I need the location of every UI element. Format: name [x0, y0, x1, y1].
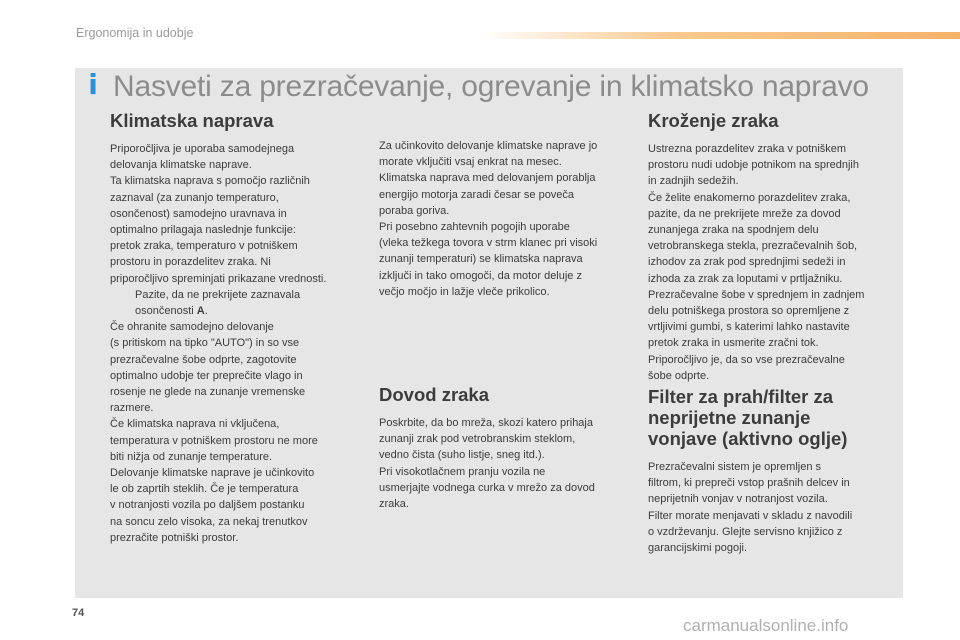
page-number: 74: [72, 607, 85, 619]
section-klimatska-naprava: [110, 110, 370, 546]
klimatska-title: Klimatska naprava: [110, 110, 274, 131]
bullet-end: .: [204, 305, 208, 318]
sensor-label: A: [196, 305, 205, 318]
krozenje-title: Kroženje zraka: [648, 110, 779, 131]
krozenje-text: Ustrezna porazdelitev zraka v potniškem prostoru nudi udobje potnikom na sprednjih in zadnjih sedežih. Če želite enakomerno porazdelitev zraka, pazite, da ne prekrijete mreže za dovod zunanjega zraka na spodnjem delu vetrobranskega stekla, prezračevalnih šob, izhodov za zrak pod sprednjimi sedeži in izhoda za zrak za loputami v prtljažniku. Prezračevalne šobe v sprednjem in zadnjem delu potniškega prostora so opremljene z vrtljivimi gumbi, s katerimi lahko nastavite pretok zraka in usmerite zračni tok. Priporočljivo je, da so vse prezračevalne šobe odprte.: [648, 143, 865, 382]
klimatska-paragraph-1: Priporočljiva je uporaba samodejnega delovanja klimatske naprave. Ta klimatska naprava s pomočjo različnih zaznaval (za zunanjo temperaturo, osončenost) samodejno uravnava in optimalno prilagaja naslednje funkcije: pretok zraka, temperaturo v potniškem prostoru in porazdelitev zraka. Ni priporočljivo spreminjati prikazane vrednosti.: [110, 143, 327, 285]
section-header: Ergonomija in udobje: [76, 26, 194, 40]
info-icon: i: [88, 68, 98, 101]
filter-title: Filter za prah/filter za neprijetne zunanje vonjave (aktivno oglje): [648, 386, 848, 449]
watermark: carmanualsonline.info: [683, 616, 849, 635]
section-filter: [648, 386, 900, 556]
klimatska-paragraph-2: Če ohranite samodejno delovanje (s pritiskom na tipko "AUTO") in so vse prezračevalne šobe odprte, zagotovite optimalno udobje ter preprečite vlago in rosenje ne glede na zunanje vremenske razmere. Če klimatska naprava ni vključena, temperatura v potniškem prostoru ne more biti nižja od zunanje temperature. Delovanje klimatske naprave je učinkovito le ob zaprtih steklih. Če je temperatura v notranjosti vozila po daljšem postanku na soncu zelo visoka, za nekaj trenutkov prezračite potniški prostor.: [110, 321, 318, 544]
page-title: Nasveti za prezračevanje, ogrevanje in klimatsko napravo: [113, 70, 869, 103]
section-krozenje-zraka: [648, 110, 900, 384]
bullet-text: Pazite, da ne prekrijete zaznavala osončenosti: [135, 288, 301, 318]
filter-text: Prezračevalni sistem je opremljen s filtrom, ki prepreči vstop prašnih delcev in neprijetnih vonjav v notranjost vozila. Filter morate menjavati v skladu z navodili o vzdrževanju. Glejte servisno knjižico z garancijskimi pogoji.: [648, 461, 853, 555]
section-dovod-zraka: [379, 384, 641, 512]
dovod-text: Poskrbite, da bo mreža, skozi katero prihaja zunanji zrak pod vetrobranskim steklom, vedno čista (suho listje, sneg itd.). Pri visokotlačnem pranju vozila ne usmerjajte vodnega curka v mrežo za dovod zraka.: [379, 417, 595, 511]
klimatska-paragraph-3: Za učinkovito delovanje klimatske naprave jo morate vključiti vsaj enkrat na mesec. Klimatska naprava med delovanjem porablja energijo motorja zaradi česar se poveča poraba goriva. Pri posebno zahtevnih pogojih uporabe (vleka težkega tovora v strm klanec pri visoki zunanji temperaturi) se klimatska naprava izključi in tako omogoči, da motor deluje z večjo močjo in lažje vleče prikolico.: [379, 140, 598, 298]
dovod-title: Dovod zraka: [379, 384, 490, 405]
header-accent-bar: [480, 32, 960, 39]
klimatska-bullet: [110, 287, 370, 319]
klimatska-continued: [379, 138, 641, 300]
